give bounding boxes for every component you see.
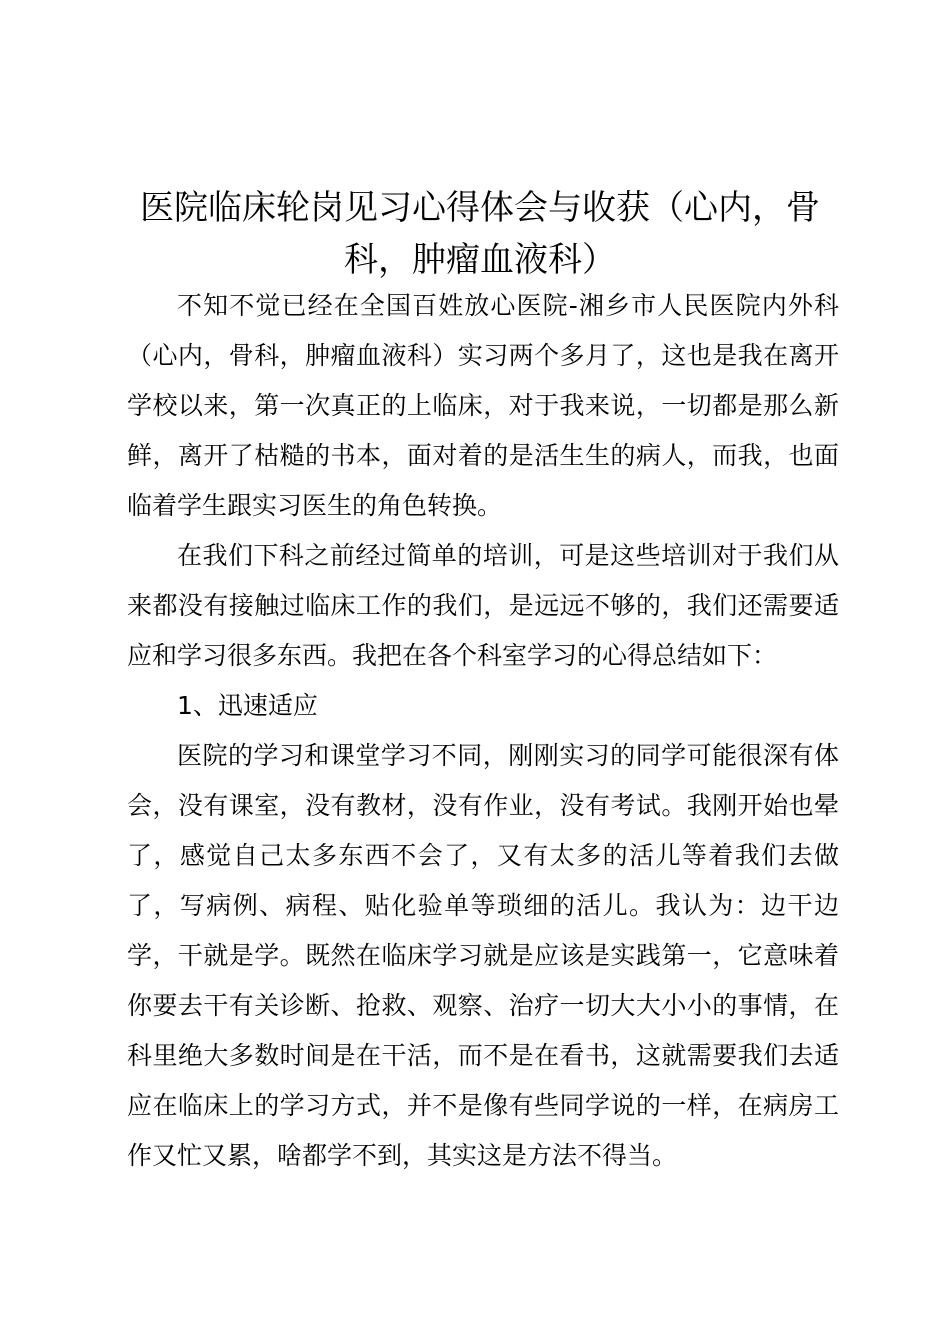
document-title: 医院临床轮岗见习心得体会与收获（心内，骨科，肿瘤血液科）	[140, 188, 820, 280]
paragraph-intro: 不知不觉已经在全国百姓放心医院-湘乡市人民医院内外科（心内，骨科，肿瘤血液科）实习两个多月了，这也是我在离开学校以来，第一次真正的上临床，对于我来说，一切都是那么新鲜，离开了枯糙的书本，面对着的是活生生的病人，而我，也面临着学生跟实习医生的角色转换。	[127, 291, 839, 520]
paragraph-training: 在我们下科之前经过简单的培训，可是这些培训对于我们从来都没有接触过临床工作的我们，是远远不够的，我们还需要适应和学习很多东西。我把在各个科室学习的心得总结如下：	[127, 541, 839, 670]
document-body	[127, 281, 839, 1181]
paragraph-adapt: 医院的学习和课堂学习不同，刚刚实习的同学可能很深有体会，没有课室，没有教材，没有作业，没有考试。我刚开始也晕了，感觉自己太多东西不会了，又有太多的活儿等着我们去做了，写病例、病程、贴化验单等琐细的活儿。我认为：边干边学，干就是学。既然在临床学习就是应该是实践第一，它意味着你要去干有关诊断、抢救、观察、治疗一切大大小小的事情，在科里绝大多数时间是在干活，而不是在看书，这就需要我们去适应在临床上的学习方式，并不是像有些同学说的一样，在病房工作又忙又累，啥都学不到，其实这是方法不得当。	[127, 741, 839, 1170]
section-heading: 1、迅速适应	[177, 691, 318, 720]
